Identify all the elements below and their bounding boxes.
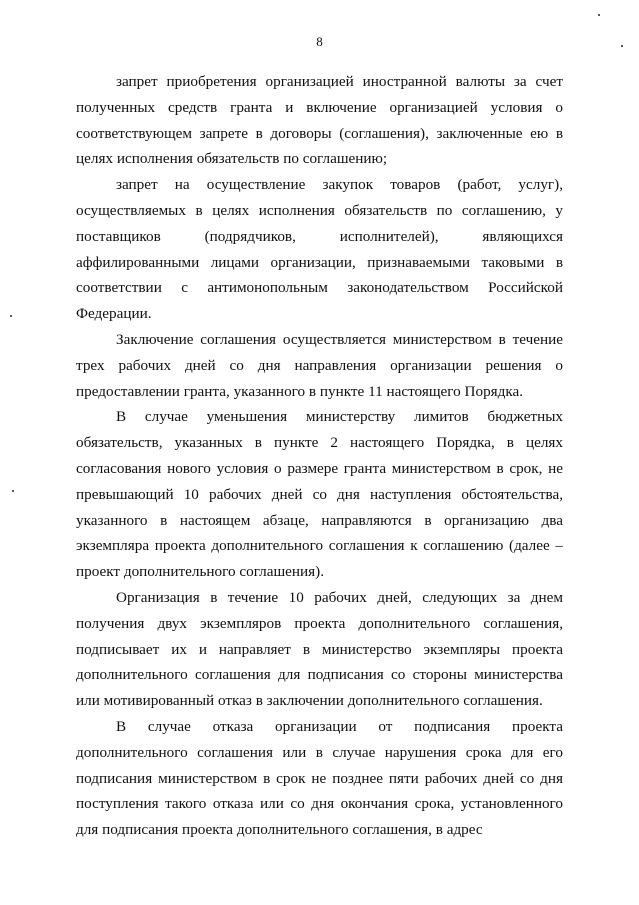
- paragraph-5: Организация в течение 10 рабочих дней, следующих за днем получения двух экземпляров проекта дополнительного соглашения, подписывает их и направляет в министерство экземпляры проекта дополнительного соглашения для подписания со стороны министерства или мотивированный отказ в заключении дополнительного соглашения.: [76, 588, 563, 710]
- scan-speck: [621, 45, 623, 47]
- scan-speck: [10, 315, 12, 317]
- paragraph-1: запрет приобретения организацией иностранной валюты за счет полученных средств гранта и включение организацией условия о соответствующем запрете в договоры (соглашения), заключенные ею в целях исполнения обязательств по соглашению;: [76, 73, 563, 168]
- scan-speck: [12, 490, 14, 492]
- paragraph-6: В случае отказа организации от подписания проекта дополнительного соглашения или в случае нарушения срока для его подписания министерством в срок не позднее пяти рабочих дней со дня поступления такого отказа или со дня окончания срока, установленного для подписания проекта дополнительного соглашения, в адрес: [76, 717, 563, 839]
- paragraph-4: В случае уменьшения министерству лимитов бюджетных обязательств, указанных в пункте 2 настоящего Порядка, в целях согласования нового условия о размере гранта министерством в срок, не превышающий 10 рабочих дней со дня наступления обстоятельства, указанного в настоящем абзаце, направляются в организацию два экземпляра проекта дополнительного соглашения к соглашению (далее – проект дополнительного соглашения).: [76, 408, 563, 581]
- page-number: 8: [316, 34, 323, 49]
- scan-speck: [598, 14, 600, 16]
- paragraph-2: запрет на осуществление закупок товаров (работ, услуг), осуществляемых в целях исполнения обязательств по соглашению, у поставщиков (подрядчиков, исполнителей), являющихся аффилированными лицами организации, признаваемыми таковыми в соответствии с антимонопольным законодательством Российской Федерации.: [76, 176, 563, 323]
- paragraph-3: Заключение соглашения осуществляется министерством в течение трех рабочих дней со дня направления организации решения о предоставлении гранта, указанного в пункте 11 настоящего Порядка.: [76, 330, 563, 400]
- document-body: [76, 69, 563, 843]
